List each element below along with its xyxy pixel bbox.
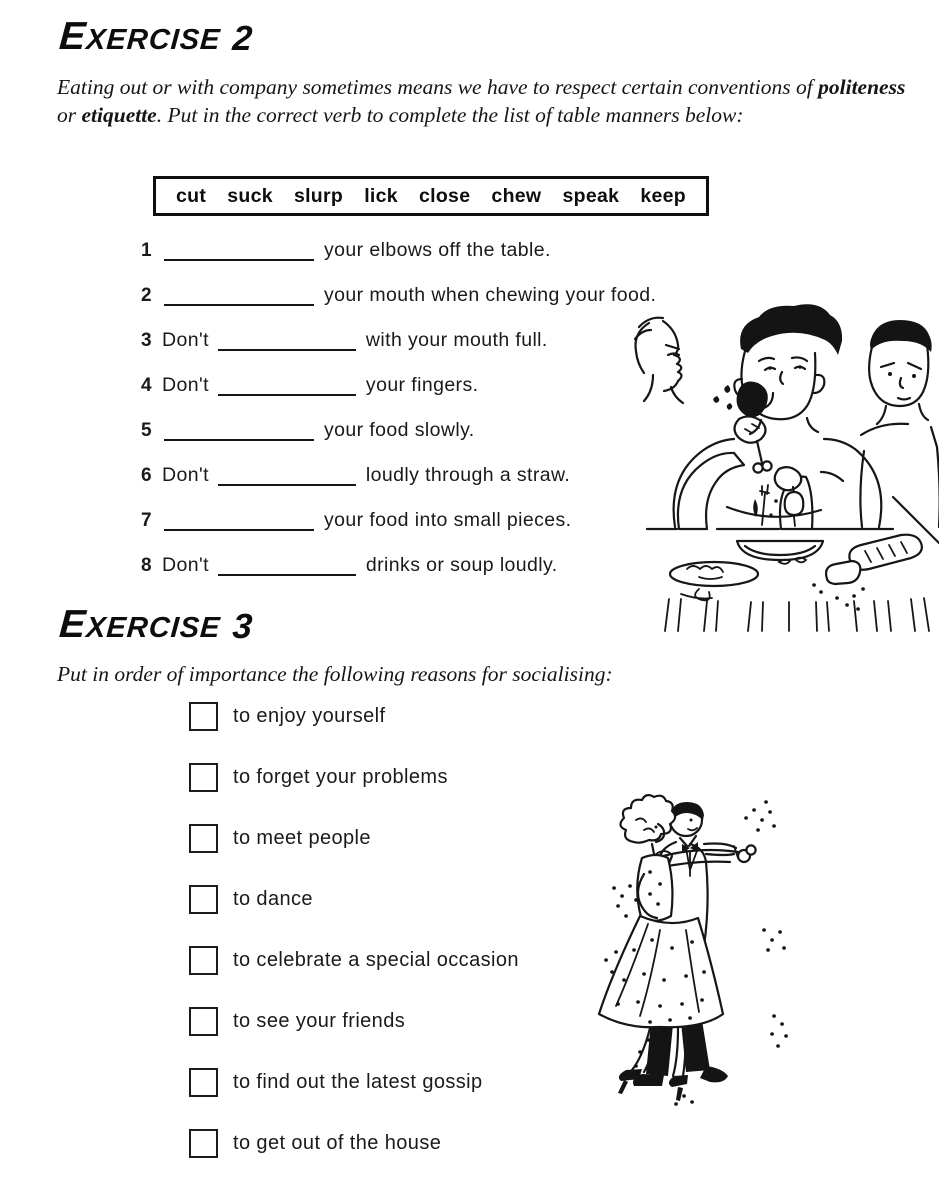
dont-label: Don't: [162, 329, 209, 351]
rank-checkbox[interactable]: [189, 763, 218, 792]
word-bank-item: chew: [491, 184, 542, 207]
rank-checkbox[interactable]: [189, 946, 218, 975]
fill-item: [141, 508, 656, 532]
answer-blank[interactable]: [218, 377, 356, 396]
fill-item: [141, 418, 656, 442]
intro-text: or: [57, 102, 82, 127]
option-label: to see your friends: [233, 1009, 406, 1032]
option-label: to get out of the house: [233, 1131, 442, 1154]
answer-blank[interactable]: [164, 287, 314, 306]
dont-label: Don't: [162, 464, 209, 486]
answer-blank[interactable]: [218, 557, 356, 576]
answer-blank[interactable]: [164, 512, 314, 531]
word-bank-item: speak: [562, 184, 620, 207]
ranking-item: [189, 1006, 519, 1036]
ranking-item: [189, 762, 519, 792]
exercise2-heading: [57, 15, 255, 58]
fill-item: [141, 238, 656, 262]
word-bank-item: cut: [176, 184, 207, 207]
messy-eater-illustration: [611, 301, 939, 633]
option-label: to dance: [233, 887, 313, 910]
exercise3-heading: [57, 603, 255, 646]
fill-item: [141, 373, 656, 397]
item-number: 8: [141, 555, 152, 576]
dont-label: Don't: [162, 554, 209, 576]
word-bank-item: keep: [640, 184, 686, 207]
dont-label: Don't: [162, 374, 209, 396]
rank-checkbox[interactable]: [189, 885, 218, 914]
ranking-item: [189, 945, 519, 975]
option-label: to meet people: [233, 826, 371, 849]
exercise3-heading-number: 3: [231, 607, 255, 646]
intro-text: Eating out or with company sometimes means we have to respect certain conventions of: [57, 75, 819, 99]
intro-text: . Put in the correct verb to complete the list of table manners below:: [156, 102, 744, 127]
item-number: 7: [141, 510, 152, 531]
exercise3-instruction: Put in order of importance the following reasons for socialising:: [57, 662, 613, 686]
ranking-list: [189, 701, 519, 1158]
ranking-item: [189, 701, 519, 731]
item-number: 2: [141, 285, 152, 306]
fill-item: [141, 463, 656, 487]
exercise3-heading-word: EXERCISE: [57, 603, 222, 646]
answer-blank[interactable]: [164, 242, 314, 261]
rank-checkbox[interactable]: [189, 1068, 218, 1097]
item-text: with your mouth full.: [365, 329, 548, 351]
rank-checkbox[interactable]: [189, 1007, 218, 1036]
intro-bold-politeness: politeness: [818, 75, 906, 99]
word-bank-item: slurp: [293, 184, 344, 207]
item-text: loudly through a straw.: [365, 464, 571, 486]
option-label: to find out the latest gossip: [233, 1070, 483, 1093]
fill-item: [141, 553, 656, 577]
ranking-item: [189, 884, 519, 914]
exercise2-heading-word: EXERCISE: [57, 15, 222, 58]
option-label: to celebrate a special occasion: [233, 948, 519, 971]
option-label: to enjoy yourself: [233, 704, 386, 727]
word-bank-item: close: [418, 184, 471, 207]
answer-blank[interactable]: [218, 467, 356, 486]
exercise2-intro: [57, 74, 909, 129]
ranking-item: [189, 1067, 519, 1097]
word-bank: [153, 176, 709, 216]
intro-bold-etiquette: etiquette: [81, 102, 157, 127]
item-text: your mouth when chewing your food.: [324, 284, 657, 306]
answer-blank[interactable]: [164, 422, 314, 441]
word-bank-item: suck: [227, 184, 273, 207]
item-number: 3: [141, 330, 152, 351]
rank-checkbox[interactable]: [189, 824, 218, 853]
ranking-item: [189, 1128, 519, 1158]
fill-item: [141, 328, 656, 352]
exercise2-heading-number: 2: [231, 19, 255, 58]
dancing-couple-illustration: [596, 790, 806, 1115]
ranking-item: [189, 823, 519, 853]
item-text: your food slowly.: [324, 419, 475, 441]
item-number: 4: [141, 375, 152, 396]
item-text: your elbows off the table.: [324, 239, 551, 261]
fill-in-list: [141, 238, 656, 577]
item-number: 5: [141, 420, 152, 441]
item-number: 6: [141, 465, 152, 486]
word-bank-item: lick: [364, 184, 398, 207]
item-text: drinks or soup loudly.: [365, 554, 558, 576]
rank-checkbox[interactable]: [189, 1129, 218, 1158]
rank-checkbox[interactable]: [189, 702, 218, 731]
option-label: to forget your problems: [233, 765, 448, 788]
item-number: 1: [141, 240, 152, 261]
answer-blank[interactable]: [218, 332, 356, 351]
item-text: your fingers.: [365, 374, 479, 396]
item-text: your food into small pieces.: [324, 509, 572, 531]
fill-item: [141, 283, 656, 307]
